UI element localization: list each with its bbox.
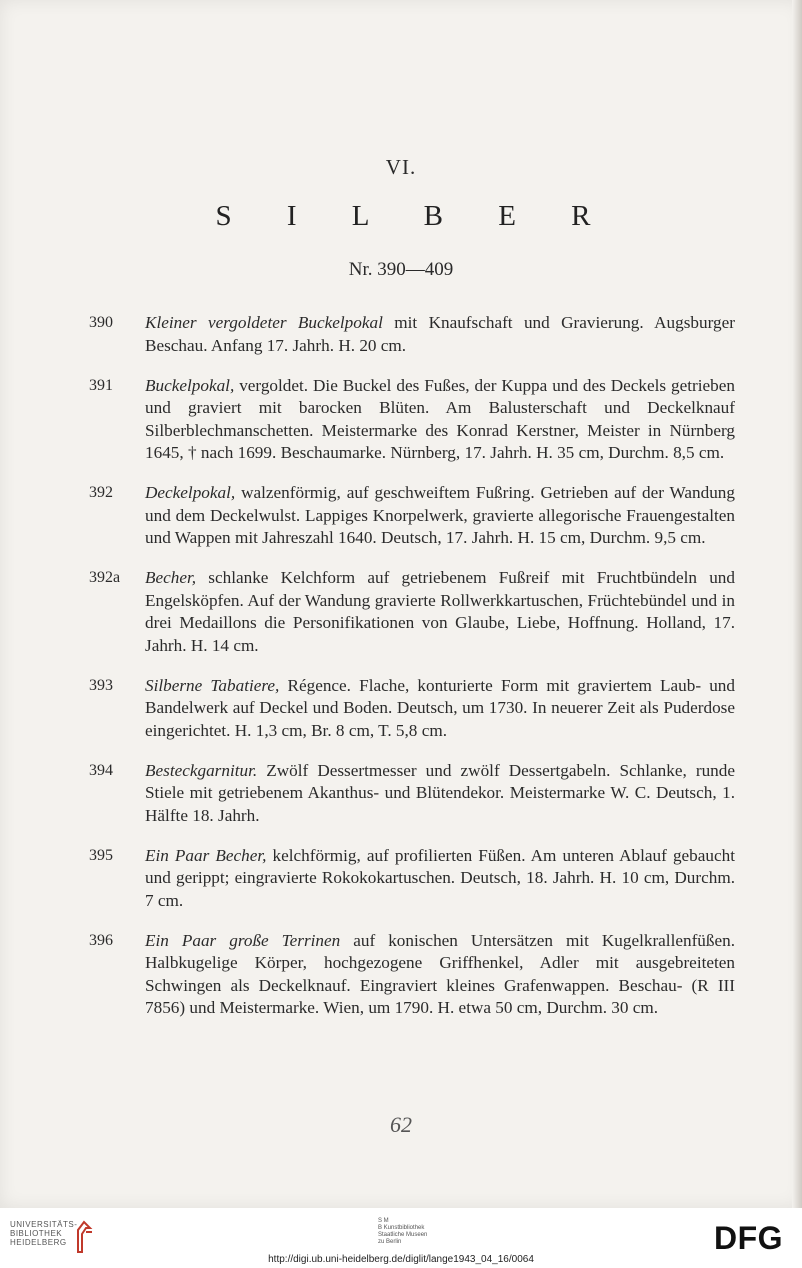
- page-number: 62: [390, 1112, 412, 1137]
- entry-text: Zwölf Dessertmesser und zwölf Dessertgabeln. Schlanke, runde Stiele mit getriebenem Akanthus- und Blütendekor. Meistermarke W. C. Deutsch, 1. Hälfte 18. Jahrh.: [145, 760, 735, 825]
- logo-text: zu Berlin: [378, 1239, 402, 1245]
- chapter-number: VI.: [385, 155, 417, 179]
- catalog-entry: [0, 760, 735, 828]
- entry-text: vergoldet. Die Buckel des Fußes, der Kuppa und des Deckels getrieben und graviert mit barocken Blüten. Am Balusterschaft und Deckelknauf Silberblechmanschetten. Meistermarke des Konrad Kerstner, Meister in Nürnberg 1645, † nach 1699. Beschaumarke. Nürnberg, 17. Jahrh. H. 35 cm, Durchm. 8,5 cm.: [145, 375, 735, 462]
- entry-number: 392a: [89, 569, 121, 586]
- entry-title: Ein Paar Becher,: [145, 845, 267, 865]
- catalog-entries: [0, 312, 802, 1037]
- entry-title: Kleiner vergoldeter Buckelpokal: [145, 313, 383, 332]
- entry-text: walzenförmig, auf geschweiftem Fußring. Getrieben auf der Wandung und dem Deckelwulst. Lappiges Knorpelwerk, gravierte allegorische Frauengestalten und Wappen mit Jahreszahl 1640. Deutsch, 17. Jahrh. H. 15 cm, Durchm. 9,5 cm.: [145, 483, 735, 547]
- entry-text: schlanke Kelchform auf getriebenem Fußreif mit Fruchtbündeln und Engelsköpfen. Auf der Wandung gravierte Rollwerkkartuschen, Früchtebündel und in drei Medaillons die Personifikationen von Glaube, Liebe, Hoffnung. Holland, 17. Jahrh. H. 14 cm.: [145, 568, 735, 655]
- entry-text: kelchförmig, auf profilierten Füßen. Am unteren Ablauf gebaucht und gerippt; eingravierte Rokokokartuschen. Deutsch, 18. Jahrh. H. 10 cm, Durchm. 7 cm.: [145, 845, 735, 910]
- entry-title: Becher,: [145, 568, 197, 587]
- entry-title: Ein Paar große Terrinen: [145, 930, 341, 950]
- catalog-entry: [0, 845, 735, 913]
- section-heading: S I L B E R: [215, 200, 615, 232]
- logo-text: B Kunstbibliothek: [378, 1225, 425, 1231]
- dfg-logo[interactable]: DFG: [714, 1220, 784, 1256]
- entry-number: 390: [89, 314, 113, 331]
- entry-number: 393: [89, 676, 113, 694]
- logo-text: BIBLIOTHEK: [10, 1229, 63, 1238]
- entry-title: Buckelpokal,: [145, 375, 235, 395]
- entry-number: 391: [89, 376, 113, 394]
- entry-number: 395: [89, 846, 113, 864]
- logo-text: Staatliche Museen: [378, 1232, 428, 1238]
- university-emblem-icon: [72, 1218, 96, 1254]
- catalog-entry: [0, 312, 735, 357]
- catalog-entry: [0, 930, 735, 1020]
- logo-text: HEIDELBERG: [10, 1238, 67, 1247]
- page-url[interactable]: http://digi.ub.uni-heidelberg.de/diglit/lange1943_04_16/0064: [268, 1254, 534, 1265]
- entry-text: mit Knaufschaft und Gravierung. Augsburger Beschau. Anfang 17. Jahrh. H. 20 cm.: [145, 313, 735, 355]
- item-range: Nr. 390—409: [348, 259, 454, 280]
- catalog-entry: [0, 567, 735, 657]
- logo-text: UNIVERSITÄTS-: [10, 1220, 78, 1229]
- staatliche-museen-logo[interactable]: [378, 1218, 427, 1246]
- entry-title: Besteckgarnitur.: [145, 760, 258, 780]
- catalog-entry: [0, 375, 735, 465]
- entry-text: auf konischen Untersätzen mit Kugelkrallenfüßen. Halbkugelige Körper, hochgezogene Griffhenkel, Adler mit ausgebreiteten Schwingen als Deckelknauf. Eingraviert kleines Grafenwappen. Beschau- (R III 7856) und Meistermarke. Wien, um 1790. H. etwa 50 cm, Durchm. 30 cm.: [145, 930, 736, 1017]
- entry-title: Deckelpokal,: [145, 483, 236, 502]
- entry-title: Silberne Tabatiere,: [145, 675, 280, 695]
- university-library-logo[interactable]: [10, 1220, 77, 1247]
- entry-number: 392: [89, 484, 113, 501]
- viewer-footer: [0, 1208, 802, 1268]
- catalog-entry: [0, 675, 735, 743]
- entry-number: 396: [89, 931, 113, 949]
- catalog-entry: [0, 482, 735, 550]
- entry-number: 394: [89, 761, 113, 779]
- logo-text: S M: [378, 1218, 389, 1224]
- entry-text: Régence. Flache, konturierte Form mit graviertem Laub- und Bandelwerk auf Deckel und Boden. Deutsch, um 1730. In neuerer Zeit als Puderdose eingerichtet. H. 1,3 cm, Br. 8 cm, T. 5,8 cm.: [145, 675, 735, 740]
